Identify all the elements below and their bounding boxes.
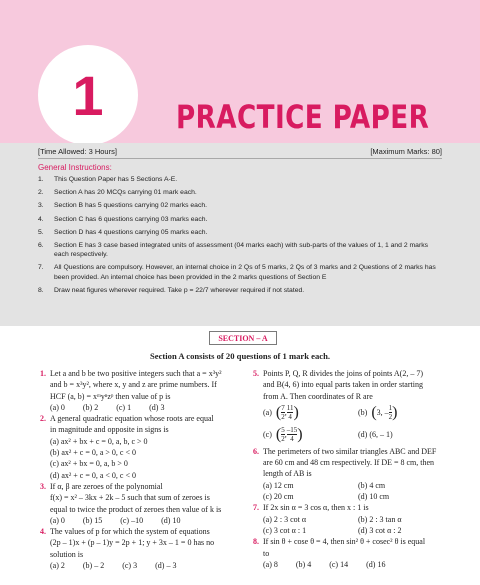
question-text — [263, 446, 453, 480]
question-options — [50, 436, 230, 481]
question-5 — [253, 368, 453, 446]
question-text-line: If α, β are zeroes of the polynomial — [50, 481, 163, 491]
question-1 — [40, 368, 230, 413]
option-b: (b) 2 : 3 tan α — [358, 514, 402, 524]
instruction-number: 6. — [38, 242, 44, 250]
option-c: (c) ax² + bx = 0, a, b > 0 — [50, 459, 128, 469]
question-body — [50, 481, 230, 526]
question-text-line: If 2x sin α = 3 cos α, then x : 1 is — [263, 503, 369, 513]
instruction-item — [38, 175, 442, 184]
fraction — [287, 426, 298, 443]
denominator: 2 — [281, 413, 285, 422]
option-c: (c) 20 cm — [263, 492, 294, 502]
question-options — [50, 515, 230, 526]
option-label: (c) — [263, 430, 272, 440]
option-a: (a) 12 cm — [263, 480, 294, 490]
right-column — [253, 368, 453, 570]
instruction-number: 8. — [38, 286, 44, 294]
question-text — [263, 502, 453, 513]
option-c: (c) –10 — [120, 515, 144, 525]
numerator: 5 — [281, 426, 285, 435]
instruction-number: 2. — [38, 189, 44, 197]
question-number: 2. — [40, 414, 46, 424]
question-text — [263, 536, 453, 559]
option-d: (d) 16 — [366, 559, 386, 569]
instruction-number: 7. — [38, 264, 44, 272]
option-d: (d) 10 — [161, 515, 181, 525]
paper-number-badge — [38, 45, 138, 145]
option-a: (a) 8 — [263, 559, 278, 569]
instruction-item — [38, 201, 442, 210]
option-d: (d) 3 cot α : 2 — [358, 525, 402, 535]
option-a: (a) 2 — [50, 561, 65, 571]
denominator: 2 — [281, 435, 285, 444]
question-body — [50, 368, 230, 413]
option-d: (d) 3 — [149, 402, 165, 412]
instruction-text: Section A has 20 MCQs carrying 01 mark each. — [54, 189, 197, 197]
option-c: (c) 3 cot α : 1 — [263, 525, 307, 535]
question-text-line: (2p – 1)x + (p – 1)y = 2p + 1; y + 3x – 1 = 0 has no — [50, 538, 215, 548]
option-c: (c) 14 — [329, 559, 349, 569]
question-options — [50, 560, 230, 571]
option-c: (c) ( $\frac{5}{2}$ , $\frac{-15}{4}$ ) — [263, 426, 303, 444]
question-text-line: equal to twice the product of zeroes then value of k is — [50, 504, 222, 514]
question-text-line: from A. Then coordinates of R are — [263, 391, 373, 401]
question-number: 1. — [40, 369, 46, 378]
paper-number: 1 — [72, 63, 104, 127]
time-marks-row — [38, 144, 442, 159]
left-column — [40, 368, 230, 571]
question-text-line: The perimeters of two similar triangles ABC and DEF — [263, 446, 437, 456]
page-title: PRACTICE PAPER — [176, 98, 430, 136]
option-a: (a) 2 : 3 cot α — [263, 514, 307, 524]
time-allowed: [Time Allowed: 3 Hours] — [38, 146, 117, 156]
option-b: (b) 2 — [82, 402, 99, 412]
instruction-text: Section B has 5 questions carrying 02 marks each. — [54, 202, 208, 210]
question-number: 8. — [253, 537, 259, 547]
instruction-number: 1. — [38, 176, 44, 183]
question-3 — [40, 481, 230, 526]
question-body — [263, 536, 453, 570]
instruction-text: Section D has 4 questions carrying 05 marks each. — [54, 228, 208, 236]
instruction-item — [38, 241, 442, 259]
question-text-line: Points P, Q, R divides the joins of points A(2, – 7) — [263, 369, 424, 378]
instruction-item — [38, 263, 442, 281]
fraction — [281, 404, 285, 421]
instruction-number: 3. — [38, 202, 44, 210]
question-text-line: If sin θ + cose θ = 4, then sin² θ + cosec² θ is equal — [263, 537, 426, 547]
denominator: 4 — [288, 413, 292, 422]
denominator: 2 — [388, 413, 393, 422]
section-heading: SECTION – A — [209, 331, 277, 345]
question-text-line: to — [263, 548, 270, 558]
instruction-text: All Questions are compulsory. However, an internal choice in 2 Qs of 5 marks, 2 Qs of 3 marks and 2 Questions of 2 marks has been provided. An internal choice has been provided in the 2 marks questions of Section E — [54, 264, 436, 281]
option-a: (a) ( $\frac{7}{2}$ , $\frac{11}{4}$ ) — [263, 404, 299, 422]
question-4 — [40, 526, 230, 571]
question-text-line: and b = x³y², where x, y and z are prime numbers. If — [50, 380, 217, 390]
question-text-line: solution is — [50, 549, 84, 559]
question-body — [50, 526, 230, 571]
question-body — [50, 413, 230, 481]
option-b-x: 3, — [376, 408, 383, 418]
question-text-line: are 60 cm and 48 cm respectively. If DE = 8 cm, then — [263, 458, 435, 468]
question-options — [263, 402, 453, 446]
question-number: 7. — [253, 503, 259, 513]
option-b: (b) ax² + c = 0, a > 0, c < 0 — [50, 448, 136, 458]
option-a: (a) 0 — [50, 402, 65, 412]
question-number: 3. — [40, 481, 46, 491]
numerator: 7 — [281, 404, 285, 413]
question-number: 5. — [253, 369, 259, 378]
question-6 — [253, 446, 453, 502]
option-b: (b) ( 3, – $\frac{1}{2}$ ) — [358, 404, 398, 422]
option-b: (b) 4 — [295, 559, 312, 569]
option-label: (a) — [263, 408, 272, 418]
instruction-text: Section E has 3 case based integrated units of assessment (04 marks each) with sub-parts of the values of 1, 1 and 2 marks each respectively. — [54, 242, 429, 259]
option-a: (a) ax² + bx + c = 0, a, b, c > 0 — [50, 436, 148, 446]
question-text — [50, 368, 230, 402]
option-b: (b) 4 cm — [358, 480, 386, 490]
question-options — [263, 514, 453, 537]
question-text-line: A general quadratic equation whose roots are equal — [50, 414, 214, 424]
question-text-line: The values of p for which the system of equations — [50, 527, 210, 537]
question-text-line: Let a and b be two positive integers such that a = x³y² — [50, 369, 222, 378]
option-b: (b) – 2 — [82, 561, 105, 571]
numerator: –15 — [286, 426, 298, 435]
instruction-number: 4. — [38, 215, 44, 223]
maximum-marks: [Maximum Marks: 80] — [370, 146, 442, 156]
option-d: (d) – 3 — [155, 561, 177, 571]
question-text-line: f(x) = x² – 3kx + 2k – 5 such that sum of zeroes is — [50, 493, 210, 503]
right-questions — [253, 446, 453, 570]
instruction-text: Section C has 6 questions carrying 03 marks each. — [54, 215, 208, 223]
question-text — [50, 526, 230, 560]
question-options — [263, 480, 453, 503]
question-text-line: and B(4, 6) into equal parts taken in order starting — [263, 380, 423, 390]
question-body — [263, 502, 453, 536]
section-subheading: Section A consists of 20 questions of 1 mark each. — [150, 351, 330, 361]
question-text — [263, 368, 453, 402]
question-text-line: length of AB is — [263, 469, 312, 479]
instructions-list — [38, 175, 442, 299]
question-text-line: in magnitude and opposite in signs is — [50, 425, 169, 435]
instruction-item — [38, 286, 442, 295]
question-text-line: HCF (a, b) = xᵐyⁿzᵖ then value of p is — [50, 391, 171, 401]
question-options — [263, 559, 453, 570]
option-b-sign: – — [384, 408, 389, 418]
option-c: (c) 1 — [116, 402, 132, 412]
fraction — [281, 426, 285, 443]
numerator: 11 — [286, 404, 294, 413]
question-text — [50, 413, 230, 436]
question-body — [263, 446, 453, 502]
question-7 — [253, 502, 453, 536]
instruction-number: 5. — [38, 228, 44, 236]
option-d: (d) ax² + c = 0, a < 0, c < 0 — [50, 470, 136, 480]
option-b: (b) 15 — [82, 515, 103, 525]
question-2 — [40, 413, 230, 481]
option-c: (c) 3 — [122, 561, 138, 571]
option-d: (d) (6, – 1) — [358, 430, 393, 440]
numerator: 1 — [388, 404, 393, 413]
instruction-text: This Question Paper has 5 Sections A-E. — [54, 176, 178, 183]
instruction-item — [38, 228, 442, 237]
question-text — [50, 481, 230, 515]
instructions-title: General Instructions: — [38, 163, 112, 172]
question-number: 6. — [253, 446, 259, 456]
instruction-text: Draw neat figures wherever required. Take p = 22/7 wherever required if not stated. — [54, 286, 305, 294]
instruction-item — [38, 188, 442, 197]
option-a: (a) 0 — [50, 515, 65, 525]
denominator: 4 — [290, 435, 294, 444]
question-options — [50, 402, 230, 413]
option-d: (d) 10 cm — [358, 492, 390, 502]
question-number: 4. — [40, 527, 46, 537]
question-8 — [253, 536, 453, 570]
fraction — [287, 404, 294, 421]
instruction-item — [38, 215, 442, 224]
option-label: (b) — [358, 408, 368, 418]
